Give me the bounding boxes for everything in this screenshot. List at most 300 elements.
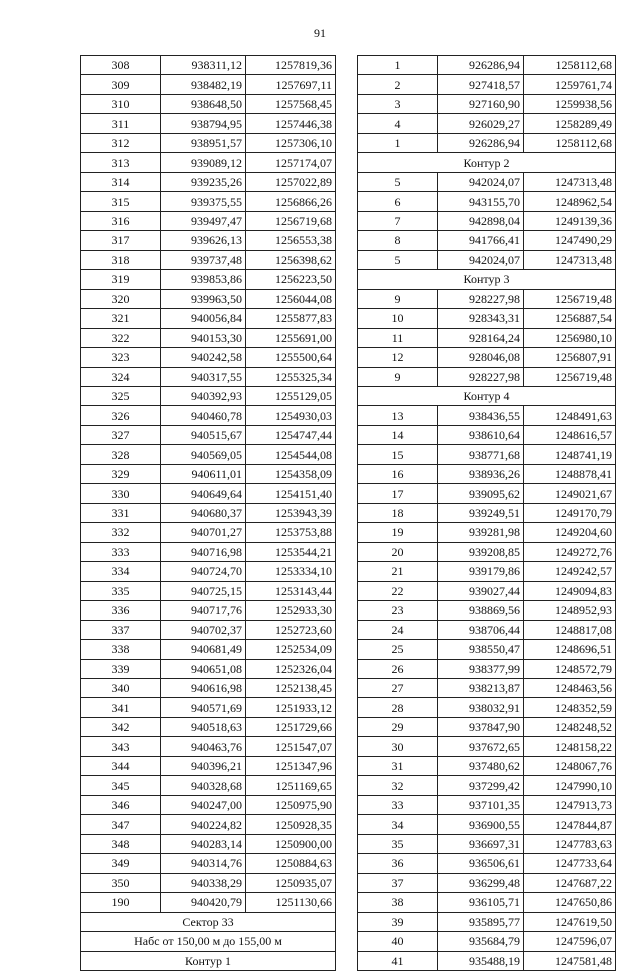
table-row [358, 562, 616, 581]
table-row [81, 679, 336, 698]
x-coordinate-cell: 926029,27 [438, 114, 524, 133]
y-coordinate-cell: 1250900,00 [246, 834, 336, 853]
x-coordinate-cell: 940651,08 [161, 659, 246, 678]
x-coordinate-cell: 928227,98 [438, 367, 524, 386]
x-coordinate-cell: 940242,58 [161, 348, 246, 367]
section-header-row [358, 270, 616, 289]
y-coordinate-cell: 1252138,45 [246, 679, 336, 698]
y-coordinate-cell: 1251347,96 [246, 756, 336, 775]
y-coordinate-cell: 1253544,21 [246, 542, 336, 561]
point-number-cell: 9 [358, 367, 438, 386]
y-coordinate-cell: 1248067,76 [524, 756, 616, 775]
y-coordinate-cell: 1252723,60 [246, 620, 336, 639]
y-coordinate-cell: 1251729,66 [246, 717, 336, 736]
x-coordinate-cell: 938436,55 [438, 406, 524, 425]
point-number-cell: 36 [358, 854, 438, 873]
y-coordinate-cell: 1257022,89 [246, 172, 336, 191]
point-number-cell: 16 [358, 464, 438, 483]
point-number-cell: 335 [81, 581, 161, 600]
point-number-cell: 1 [358, 56, 438, 75]
y-coordinate-cell: 1255877,83 [246, 309, 336, 328]
table-row [358, 367, 616, 386]
x-coordinate-cell: 937480,62 [438, 756, 524, 775]
point-number-cell: 316 [81, 211, 161, 230]
table-row [358, 717, 616, 736]
point-number-cell: 325 [81, 386, 161, 405]
x-coordinate-cell: 940392,93 [161, 386, 246, 405]
point-number-cell: 3 [358, 94, 438, 113]
point-number-cell: 349 [81, 854, 161, 873]
table-row [81, 231, 336, 250]
point-number-cell: 321 [81, 309, 161, 328]
x-coordinate-cell: 942024,07 [438, 250, 524, 269]
table-row [81, 133, 336, 152]
point-number-cell: 35 [358, 834, 438, 853]
x-coordinate-cell: 939963,50 [161, 289, 246, 308]
table-row [358, 231, 616, 250]
y-coordinate-cell: 1256223,50 [246, 270, 336, 289]
x-coordinate-cell: 937847,90 [438, 717, 524, 736]
section-label: Контур 3 [358, 270, 616, 289]
point-number-cell: 308 [81, 56, 161, 75]
y-coordinate-cell: 1256887,54 [524, 309, 616, 328]
point-number-cell: 30 [358, 737, 438, 756]
point-number-cell: 40 [358, 932, 438, 951]
table-row [358, 834, 616, 853]
x-coordinate-cell: 940515,67 [161, 425, 246, 444]
y-coordinate-cell: 1249139,36 [524, 211, 616, 230]
table-row [81, 114, 336, 133]
section-label: Набс от 150,00 м до 155,00 м [81, 932, 336, 951]
table-row [81, 406, 336, 425]
table-row [81, 309, 336, 328]
point-number-cell: 13 [358, 406, 438, 425]
x-coordinate-cell: 939235,26 [161, 172, 246, 191]
y-coordinate-cell: 1248962,54 [524, 192, 616, 211]
x-coordinate-cell: 940518,63 [161, 717, 246, 736]
point-number-cell: 345 [81, 776, 161, 795]
table-row [358, 640, 616, 659]
section-header-row [81, 951, 336, 970]
y-coordinate-cell: 1259938,56 [524, 94, 616, 113]
table-row [81, 776, 336, 795]
x-coordinate-cell: 938869,56 [438, 601, 524, 620]
table-row [81, 445, 336, 464]
y-coordinate-cell: 1251547,07 [246, 737, 336, 756]
table-row [358, 523, 616, 542]
table-row [358, 503, 616, 522]
table-row [81, 893, 336, 912]
point-number-cell: 39 [358, 912, 438, 931]
x-coordinate-cell: 939626,13 [161, 231, 246, 250]
point-number-cell: 37 [358, 873, 438, 892]
y-coordinate-cell: 1247687,22 [524, 873, 616, 892]
point-number-cell: 9 [358, 289, 438, 308]
x-coordinate-cell: 943155,70 [438, 192, 524, 211]
x-coordinate-cell: 940283,14 [161, 834, 246, 853]
point-number-cell: 348 [81, 834, 161, 853]
x-coordinate-cell: 939179,86 [438, 562, 524, 581]
x-coordinate-cell: 936105,71 [438, 893, 524, 912]
point-number-cell: 318 [81, 250, 161, 269]
y-coordinate-cell: 1249242,57 [524, 562, 616, 581]
y-coordinate-cell: 1257697,11 [246, 75, 336, 94]
y-coordinate-cell: 1248616,57 [524, 425, 616, 444]
x-coordinate-cell: 940680,37 [161, 503, 246, 522]
y-coordinate-cell: 1257174,07 [246, 153, 336, 172]
y-coordinate-cell: 1256398,62 [246, 250, 336, 269]
point-number-cell: 7 [358, 211, 438, 230]
point-number-cell: 21 [358, 562, 438, 581]
x-coordinate-cell: 928227,98 [438, 289, 524, 308]
point-number-cell: 328 [81, 445, 161, 464]
table-row [358, 309, 616, 328]
y-coordinate-cell: 1251130,66 [246, 893, 336, 912]
point-number-cell: 22 [358, 581, 438, 600]
point-number-cell: 309 [81, 75, 161, 94]
y-coordinate-cell: 1256807,91 [524, 348, 616, 367]
section-header-row [81, 932, 336, 951]
y-coordinate-cell: 1252933,30 [246, 601, 336, 620]
point-number-cell: 343 [81, 737, 161, 756]
point-number-cell: 11 [358, 328, 438, 347]
x-coordinate-cell: 928164,24 [438, 328, 524, 347]
table-row [358, 192, 616, 211]
point-number-cell: 317 [81, 231, 161, 250]
y-coordinate-cell: 1248696,51 [524, 640, 616, 659]
table-row [81, 56, 336, 75]
table-row [81, 425, 336, 444]
y-coordinate-cell: 1259761,74 [524, 75, 616, 94]
point-number-cell: 338 [81, 640, 161, 659]
y-coordinate-cell: 1257306,10 [246, 133, 336, 152]
point-number-cell: 38 [358, 893, 438, 912]
x-coordinate-cell: 939497,47 [161, 211, 246, 230]
x-coordinate-cell: 940649,64 [161, 484, 246, 503]
y-coordinate-cell: 1257568,45 [246, 94, 336, 113]
table-row [358, 873, 616, 892]
section-header-row [358, 153, 616, 172]
table-row [358, 620, 616, 639]
table-row [81, 270, 336, 289]
table-row [81, 328, 336, 347]
x-coordinate-cell: 936506,61 [438, 854, 524, 873]
x-coordinate-cell: 935684,79 [438, 932, 524, 951]
point-number-cell: 334 [81, 562, 161, 581]
point-number-cell: 2 [358, 75, 438, 94]
table-row [358, 951, 616, 970]
point-number-cell: 15 [358, 445, 438, 464]
x-coordinate-cell: 940724,70 [161, 562, 246, 581]
point-number-cell: 26 [358, 659, 438, 678]
point-number-cell: 27 [358, 679, 438, 698]
y-coordinate-cell: 1249021,67 [524, 484, 616, 503]
x-coordinate-cell: 940396,21 [161, 756, 246, 775]
y-coordinate-cell: 1247844,87 [524, 815, 616, 834]
table-row [81, 250, 336, 269]
y-coordinate-cell: 1257446,38 [246, 114, 336, 133]
table-row [358, 75, 616, 94]
table-row [358, 932, 616, 951]
y-coordinate-cell: 1258112,68 [524, 56, 616, 75]
y-coordinate-cell: 1247313,48 [524, 172, 616, 191]
point-number-cell: 342 [81, 717, 161, 736]
table-row [81, 737, 336, 756]
y-coordinate-cell: 1250975,90 [246, 795, 336, 814]
x-coordinate-cell: 940317,55 [161, 367, 246, 386]
point-number-cell: 324 [81, 367, 161, 386]
y-coordinate-cell: 1248741,19 [524, 445, 616, 464]
point-number-cell: 327 [81, 425, 161, 444]
x-coordinate-cell: 939095,62 [438, 484, 524, 503]
y-coordinate-cell: 1256866,26 [246, 192, 336, 211]
section-label: Контур 2 [358, 153, 616, 172]
point-number-cell: 330 [81, 484, 161, 503]
y-coordinate-cell: 1251169,65 [246, 776, 336, 795]
y-coordinate-cell: 1256553,38 [246, 231, 336, 250]
point-number-cell: 29 [358, 717, 438, 736]
point-number-cell: 337 [81, 620, 161, 639]
table-row [81, 348, 336, 367]
point-number-cell: 314 [81, 172, 161, 191]
point-number-cell: 14 [358, 425, 438, 444]
y-coordinate-cell: 1248817,08 [524, 620, 616, 639]
y-coordinate-cell: 1255129,05 [246, 386, 336, 405]
point-number-cell: 23 [358, 601, 438, 620]
table-row [81, 172, 336, 191]
table-row [81, 562, 336, 581]
table-row [358, 425, 616, 444]
x-coordinate-cell: 940224,82 [161, 815, 246, 834]
x-coordinate-cell: 940569,05 [161, 445, 246, 464]
y-coordinate-cell: 1254747,44 [246, 425, 336, 444]
y-coordinate-cell: 1256719,48 [524, 289, 616, 308]
x-coordinate-cell: 938771,68 [438, 445, 524, 464]
point-number-cell: 350 [81, 873, 161, 892]
x-coordinate-cell: 940328,68 [161, 776, 246, 795]
x-coordinate-cell: 939027,44 [438, 581, 524, 600]
table-row [81, 834, 336, 853]
x-coordinate-cell: 938032,91 [438, 698, 524, 717]
x-coordinate-cell: 935488,19 [438, 951, 524, 970]
table-row [81, 854, 336, 873]
point-number-cell: 340 [81, 679, 161, 698]
y-coordinate-cell: 1248463,56 [524, 679, 616, 698]
table-row [358, 601, 616, 620]
point-number-cell: 28 [358, 698, 438, 717]
x-coordinate-cell: 926286,94 [438, 133, 524, 152]
table-row [358, 484, 616, 503]
table-row [358, 854, 616, 873]
table-row [358, 464, 616, 483]
section-label: Контур 1 [81, 951, 336, 970]
y-coordinate-cell: 1247733,64 [524, 854, 616, 873]
section-label: Сектор 33 [81, 912, 336, 931]
x-coordinate-cell: 940153,30 [161, 328, 246, 347]
x-coordinate-cell: 940056,84 [161, 309, 246, 328]
table-row [81, 484, 336, 503]
table-row [358, 114, 616, 133]
point-number-cell: 333 [81, 542, 161, 561]
table-row [81, 698, 336, 717]
table-row [81, 659, 336, 678]
x-coordinate-cell: 942024,07 [438, 172, 524, 191]
x-coordinate-cell: 939375,55 [161, 192, 246, 211]
y-coordinate-cell: 1248248,52 [524, 717, 616, 736]
y-coordinate-cell: 1248352,59 [524, 698, 616, 717]
y-coordinate-cell: 1255691,00 [246, 328, 336, 347]
table-row [81, 386, 336, 405]
x-coordinate-cell: 940611,01 [161, 464, 246, 483]
x-coordinate-cell: 940338,29 [161, 873, 246, 892]
table-row [358, 406, 616, 425]
table-row [358, 289, 616, 308]
x-coordinate-cell: 937672,65 [438, 737, 524, 756]
y-coordinate-cell: 1247913,73 [524, 795, 616, 814]
x-coordinate-cell: 928046,08 [438, 348, 524, 367]
point-number-cell: 310 [81, 94, 161, 113]
y-coordinate-cell: 1250884,63 [246, 854, 336, 873]
y-coordinate-cell: 1247313,48 [524, 250, 616, 269]
y-coordinate-cell: 1249272,76 [524, 542, 616, 561]
x-coordinate-cell: 940463,76 [161, 737, 246, 756]
point-number-cell: 4 [358, 114, 438, 133]
y-coordinate-cell: 1253143,44 [246, 581, 336, 600]
y-coordinate-cell: 1248878,41 [524, 464, 616, 483]
table-row [81, 620, 336, 639]
point-number-cell: 346 [81, 795, 161, 814]
y-coordinate-cell: 1254544,08 [246, 445, 336, 464]
y-coordinate-cell: 1254930,03 [246, 406, 336, 425]
y-coordinate-cell: 1250935,07 [246, 873, 336, 892]
x-coordinate-cell: 926286,94 [438, 56, 524, 75]
x-coordinate-cell: 938377,99 [438, 659, 524, 678]
point-number-cell: 347 [81, 815, 161, 834]
point-number-cell: 312 [81, 133, 161, 152]
coordinates-table-left [80, 55, 336, 971]
point-number-cell: 190 [81, 893, 161, 912]
point-number-cell: 19 [358, 523, 438, 542]
table-row [358, 795, 616, 814]
table-row [358, 581, 616, 600]
table-row [81, 153, 336, 172]
x-coordinate-cell: 938311,12 [161, 56, 246, 75]
table-row [81, 367, 336, 386]
x-coordinate-cell: 940725,15 [161, 581, 246, 600]
x-coordinate-cell: 939208,85 [438, 542, 524, 561]
section-label: Контур 4 [358, 386, 616, 405]
x-coordinate-cell: 938794,95 [161, 114, 246, 133]
table-row [81, 192, 336, 211]
y-coordinate-cell: 1255500,64 [246, 348, 336, 367]
y-coordinate-cell: 1248158,22 [524, 737, 616, 756]
y-coordinate-cell: 1253753,88 [246, 523, 336, 542]
table-row [358, 348, 616, 367]
point-number-cell: 344 [81, 756, 161, 775]
point-number-cell: 331 [81, 503, 161, 522]
point-number-cell: 339 [81, 659, 161, 678]
x-coordinate-cell: 935895,77 [438, 912, 524, 931]
y-coordinate-cell: 1256719,68 [246, 211, 336, 230]
y-coordinate-cell: 1247581,48 [524, 951, 616, 970]
y-coordinate-cell: 1248491,63 [524, 406, 616, 425]
table-row [358, 250, 616, 269]
y-coordinate-cell: 1248572,79 [524, 659, 616, 678]
point-number-cell: 341 [81, 698, 161, 717]
y-coordinate-cell: 1249170,79 [524, 503, 616, 522]
point-number-cell: 6 [358, 192, 438, 211]
x-coordinate-cell: 936900,55 [438, 815, 524, 834]
point-number-cell: 315 [81, 192, 161, 211]
point-number-cell: 322 [81, 328, 161, 347]
x-coordinate-cell: 938213,87 [438, 679, 524, 698]
point-number-cell: 336 [81, 601, 161, 620]
x-coordinate-cell: 928343,31 [438, 309, 524, 328]
y-coordinate-cell: 1251933,12 [246, 698, 336, 717]
x-coordinate-cell: 939281,98 [438, 523, 524, 542]
y-coordinate-cell: 1257819,36 [246, 56, 336, 75]
x-coordinate-cell: 940314,76 [161, 854, 246, 873]
table-row [358, 56, 616, 75]
x-coordinate-cell: 940701,27 [161, 523, 246, 542]
x-coordinate-cell: 940460,78 [161, 406, 246, 425]
table-row [81, 94, 336, 113]
table-row [81, 873, 336, 892]
x-coordinate-cell: 939737,48 [161, 250, 246, 269]
y-coordinate-cell: 1254358,09 [246, 464, 336, 483]
y-coordinate-cell: 1252326,04 [246, 659, 336, 678]
table-row [358, 737, 616, 756]
table-row [358, 776, 616, 795]
point-number-cell: 1 [358, 133, 438, 152]
y-coordinate-cell: 1249204,60 [524, 523, 616, 542]
y-coordinate-cell: 1258289,49 [524, 114, 616, 133]
table-row [81, 523, 336, 542]
table-row [81, 640, 336, 659]
table-row [358, 172, 616, 191]
table-row [81, 581, 336, 600]
point-number-cell: 313 [81, 153, 161, 172]
y-coordinate-cell: 1256719,48 [524, 367, 616, 386]
y-coordinate-cell: 1253334,10 [246, 562, 336, 581]
point-number-cell: 12 [358, 348, 438, 367]
point-number-cell: 33 [358, 795, 438, 814]
x-coordinate-cell: 938610,64 [438, 425, 524, 444]
point-number-cell: 320 [81, 289, 161, 308]
point-number-cell: 5 [358, 172, 438, 191]
point-number-cell: 319 [81, 270, 161, 289]
point-number-cell: 326 [81, 406, 161, 425]
x-coordinate-cell: 937299,42 [438, 776, 524, 795]
coordinates-table-right [357, 55, 616, 971]
y-coordinate-cell: 1247650,86 [524, 893, 616, 912]
table-row [358, 756, 616, 775]
point-number-cell: 24 [358, 620, 438, 639]
x-coordinate-cell: 938951,57 [161, 133, 246, 152]
x-coordinate-cell: 937101,35 [438, 795, 524, 814]
table-row [81, 756, 336, 775]
point-number-cell: 332 [81, 523, 161, 542]
x-coordinate-cell: 940717,76 [161, 601, 246, 620]
table-row [358, 659, 616, 678]
table-row [358, 698, 616, 717]
y-coordinate-cell: 1247490,29 [524, 231, 616, 250]
x-coordinate-cell: 938482,19 [161, 75, 246, 94]
point-number-cell: 32 [358, 776, 438, 795]
y-coordinate-cell: 1247990,10 [524, 776, 616, 795]
section-header-row [358, 386, 616, 405]
table-row [358, 211, 616, 230]
